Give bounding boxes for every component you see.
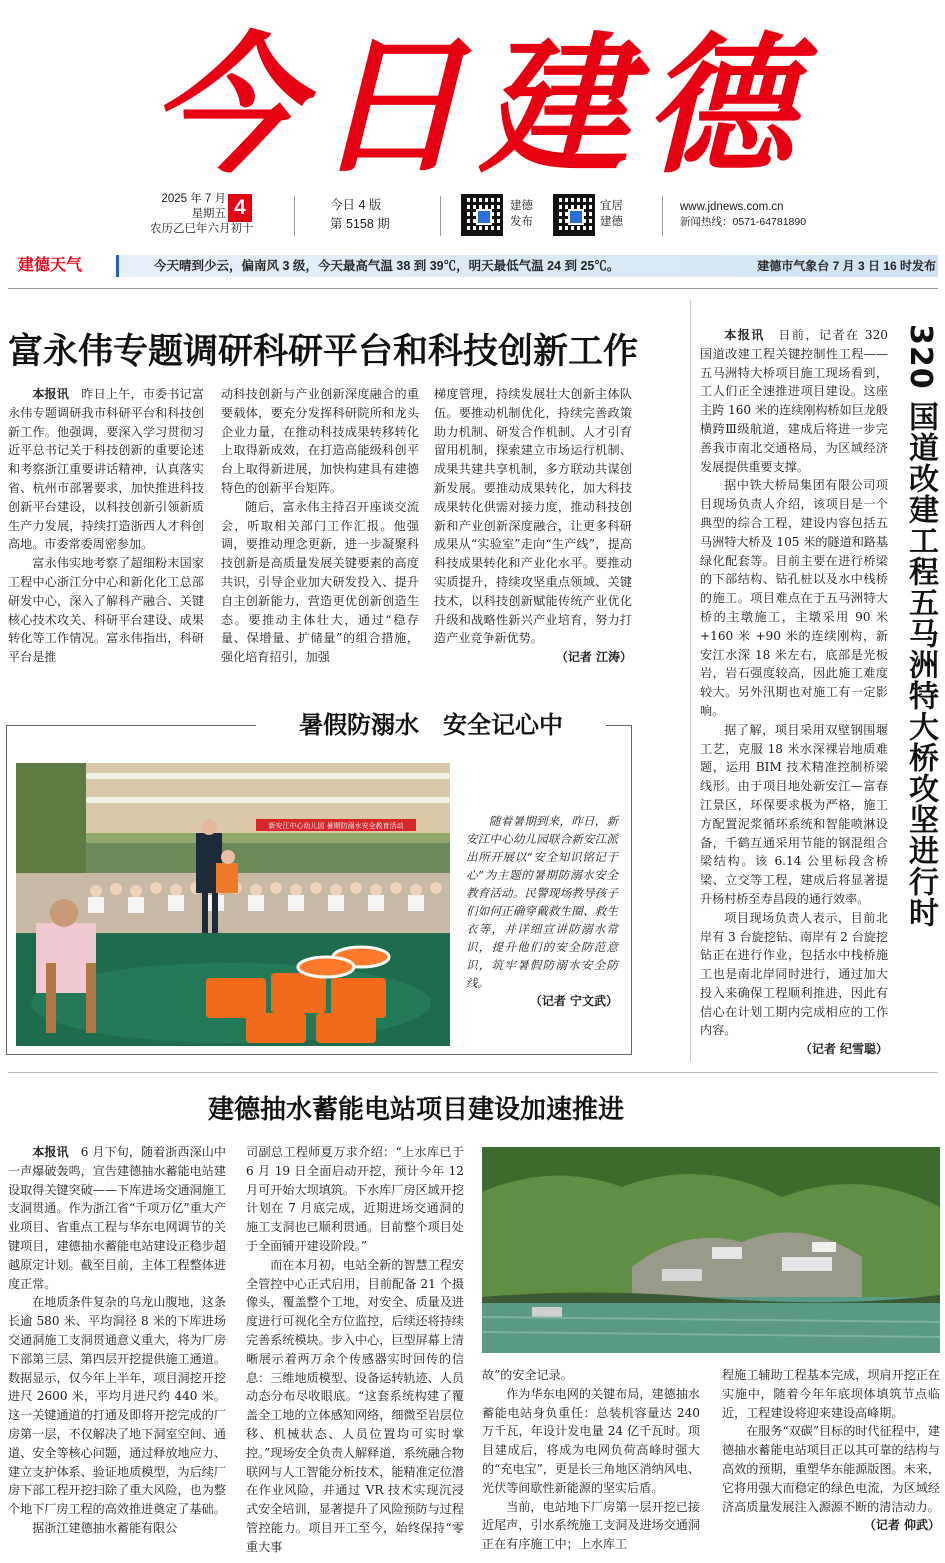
divider — [8, 1072, 938, 1073]
weather-label: 建德天气 — [18, 257, 83, 274]
paragraph: 富永伟实地考察了超细粉末国家工程中心浙江分中心和新化化工总部研发中心，深入了解科产融合、关键核心技术攻关、科研平台建设、成果转化等工作情况。富永伟指出，科研平台是推 — [8, 556, 204, 665]
paragraph: 当前，电站地下厂房第一层开挖已接近尾声，引水系统施工支洞及进场交通洞正在有序施工中；上水库工 — [482, 1499, 700, 1552]
qr-code-icon[interactable] — [553, 194, 595, 236]
paragraph: 梯度管理，持续发展壮大创新主体队伍。要推动机制优化，持续完善政策助力机制、研发合作机制、人才引育留用机制，探索建立市场运行机制、成果共建共享机制，多方联动共谋创新发展。要推动成果转化，加大科技成果转化供需对接力度，推动科技创新和产业创新深度融合，让更多科研成果从“实验室”走向“生产线”，提高科技成果转化和产业化水平。要推动实质提升，持续攻坚重点领域、关键技术，以科技创新赋能传统产业优化升级和战略性新兴产业培育，努力打造产业竞争新优势。 — [434, 387, 632, 646]
article2-body — [700, 326, 888, 1059]
qr-label-line: 宜居 — [600, 200, 623, 212]
article1-column-2 — [221, 385, 419, 667]
paragraph: 作为华东电网的关键布局，建德抽水蓄能电站身负重任：总装机容量达 240 万千瓦，年设计发电量 24 亿千瓦时。项目建成后，将成为电网负荷高峰时强大的“充电宝”，更是长三角地区消纳风电、光伏等间歇性新能源的坚实后盾。 — [482, 1386, 700, 1495]
paragraph: 随后，富永伟主持召开座谈交流会，听取相关部门工作汇报。他强调，要推动理念更新，进一步凝聚科技创新是高质量发展关键要素的高度共识，引导企业加大研发投入、提升自主创新能力，营造更优创新创造生态。要推动主体壮大，通过“稳存量、保增量、扩储量”的组合措施，强化培育招引，加强 — [221, 499, 419, 665]
qr-label-line: 建德 — [600, 216, 623, 228]
paragraph: 据中铁大桥局集团有限公司项目现场负责人介绍，该项目是一个典型的综合工程，建设内容包括五马洲特大桥及 105 米的隧道和路基绿化配套等。目前主要在进行桥梁的下部结构、钻孔桩以及水中栈桥的施工。项目难点在于五马洲特大桥的主墩施工，主墩采用 90 米 +160 米 +90 米的连续刚构，新安江水深 18 米左右，底部是光板岩，岩石强度较高，因此施工难度较大。另外汛期也对施工有一定影响。 — [700, 478, 888, 718]
paragraph: 司副总工程师夏万求介绍：“上水库已于 6 月 19 日全面启动开挖，预计今年 12 月可开始大坝填筑。下水库厂房区域开挖计划在 7 月底完成，近期进场交通洞的施工支洞也已顺利贯通。目前整个项目处于全面铺开建设阶段。” — [246, 1145, 464, 1253]
news-tag: 本报讯 — [724, 328, 765, 342]
byline: （记者 宁文武） — [529, 994, 618, 1008]
info-bar — [0, 192, 945, 242]
paragraph: 程施工辅助工程基本完成，坝肩开挖正在实施中，随着今年年底坝体填筑节点临近，工程建设将迎来建设高峰期。 — [722, 1368, 940, 1420]
qr-label-line: 发布 — [510, 216, 533, 228]
qr-label-livable-jiande — [600, 198, 623, 230]
website-link[interactable]: www.jdnews.com.cn — [680, 201, 784, 213]
divider — [690, 300, 691, 1062]
edition-info — [330, 196, 390, 234]
paragraph: 昨日上午，市委书记富永伟专题调研我市科研平台和科技创新工作。他强调，要深入学习贯彻习近平总书记关于科技创新的重要论述和考察浙江重要讲话精神，认真落实省、杭州市部署要求，加快推进科技创新平台建设，以科技创新引领新质生产力发展，持续打造浙西人才科创高地。市委常委周密参加。 — [8, 387, 204, 552]
byline: （记者 纪雪聪） — [799, 1042, 888, 1057]
qr-label-line: 建德 — [510, 200, 533, 212]
paragraph: 据了解，项目采用双壁钢围堰工艺，克服 18 米水深裸岩地质难题，运用 BIM 技术精准控制桥梁线形。由于项目地处新安江—富春江景区，环保要求极为严格，施工方配置泥浆循环系统和智能喷淋设备，千鹤互通采用节能的钢混组合梁结构。该 6.14 公里标段含桥梁、立交等工程，建成后将显著提升杨村桥至寿昌段的通行效率。 — [700, 722, 888, 906]
divider — [662, 196, 663, 236]
photo-illustration — [16, 763, 450, 1046]
masthead-char: 日 — [314, 18, 461, 194]
divider — [440, 196, 441, 236]
headline-swim-safety: 暑假防溺水 安全记心中 — [256, 706, 606, 744]
date-weekday: 星期五 — [191, 208, 226, 220]
edition-pages: 今日 4 版 — [330, 198, 382, 212]
weather-source: 建德市气象台 7 月 3 日 16 时发布 — [757, 259, 936, 273]
article1-column-3 — [434, 385, 632, 667]
qr-code-icon[interactable] — [461, 194, 503, 236]
masthead-char: 建 — [479, 18, 626, 194]
photo-banner-text: 新安江中心幼儿园 暑期防溺水安全教育活动 — [268, 822, 404, 830]
paragraph: 而在本月初，电站全新的智慧工程安全管控中心正式启用，目前配备 21 个摄像头，覆盖整个工地，对安全、质量及进度进行可视化全方位监控，后续还将持续完善系统模块。步入中心，巨型屏幕上清晰展示着两万余个传感器实时回传的信息：三维地质模型、设备运转轨迹、人员动态分布尽收眼底。“这套系统构建了覆盖全工地的立体感知网络，细微至岩层位移、机械状态、人员位置均可实时掌控。”现场安全负责人解释道，系统融合物联网与人工智能分析技术，能精准定位潜在作业风险，并通过 VR 技术实现沉浸式安全培训，显著提升了风险预防与过程管控能力。项目开工至今，始终保持“零重大事 — [246, 1257, 464, 1554]
weather-forecast: 今天晴到少云，偏南风 3 级，今天最高气温 38 到 39℃，明天最低气温 24 到 25℃。 — [154, 259, 620, 273]
divider — [294, 196, 295, 236]
paragraph: 在服务“双碳”目标的时代征程中，建德抽水蓄能电站项目正以其可靠的结构与高效的预期，重塑华东能源版图。未来，它将用强大而稳定的绿色电流，为区域经济高质量发展注入源源不断的清洁动力。 — [722, 1424, 940, 1514]
photo-caption — [466, 812, 618, 1010]
headline-research-platform: 富永伟专题调研科研平台和科技创新工作 — [8, 332, 639, 372]
photo-illustration — [482, 1147, 940, 1353]
headline-pumped-storage: 建德抽水蓄能电站项目建设加速推进 — [208, 1095, 625, 1125]
site-info — [680, 200, 806, 230]
masthead-title — [150, 18, 790, 194]
byline: （记者 仰武） — [863, 1518, 940, 1533]
article4-column-1 — [8, 1143, 226, 1538]
paragraph: 在地质条件复杂的乌龙山腹地，这条长逾 580 米、平均洞径 8 米的下库进场交通洞施工支洞贯通意义重大，将为厂房下部第三层、第四层开挖提供施工通道。数据显示，仅今年上半年，项目洞挖开挖进尺 2600 米，平均月进尺约 440 米。这一关键通道的打通及即将开挖完成的厂房第一层，不仅解决了地下洞室空间、通道、安全等核心问题，通过释放地应力、建立支护体系、验证地质模型，为后续厂房下部工程开挖扫除了重大风险，也为整个地下厂房工程的高效推进奠定了基础。 — [8, 1295, 226, 1517]
qr-label-jiande-release — [510, 198, 533, 230]
paragraph: 项目现场负责人表示，目前北岸有 3 台旋挖钻、南岸有 2 台旋挖钻正在进行作业，包括水中栈桥施工也是南北岸同时进行，通过加大投入来确保工程顺利推进，因此有信心在计划工期内完成相应的工作内容。 — [700, 910, 888, 1038]
news-hotline: 新闻热线：0571-64781890 — [680, 216, 807, 228]
masthead-char: 德 — [643, 18, 790, 194]
caption-text: 随着暑期到来，昨日，新安江中心幼儿园联合新安江派出所开展以“安全知识铭记于心”为主题的暑期防溺水安全教育活动。民警现场教导孩子们如何正确穿戴救生圈、救生衣等，并详细宣讲防溺水常识，提升他们的安全防范意识，筑牢暑假防溺水安全防线。 — [466, 814, 618, 990]
paragraph: 6 月下旬，随着浙西深山中一声爆破轰鸣，宣告建德抽水蓄能电站建设取得关键突破——下库进场交通洞施工支洞贯通。作为浙江省“千项万亿”重大产业项目、省重点工程与华东电网调节的关键项目，建德抽水蓄能电站建设正稳步超越原定计划。截至目前，主体工程整体进度正常。 — [8, 1145, 226, 1291]
date-lunar: 农历乙巳年六月初十 — [150, 223, 254, 235]
masthead-char: 今 — [150, 18, 297, 194]
paragraph: 日前，记者在 320 国道改建工程关键控制性工程——五马洲特大桥项目施工现场看到，工人们正全速推进项目建设。这座主跨 160 米的连续刚构桥如巨龙般横跨Ⅲ级航道，建成后将进一步完善我市南北交通格局，为区域经济发展提供重要支撑。 — [700, 328, 888, 474]
news-tag: 本报讯 — [32, 387, 70, 401]
byline: （记者 江涛） — [555, 650, 632, 665]
date-year-month: 2025 年 7 月 — [161, 193, 226, 205]
article4-column-4 — [722, 1366, 940, 1535]
weather-bar — [8, 254, 938, 278]
article4-column-2 — [246, 1143, 464, 1557]
article4-column-3 — [482, 1366, 700, 1554]
day-number-badge: 4 — [228, 194, 252, 222]
paragraph: 动科技创新与产业创新深度融合的重要载体，要充分发挥科研院所和龙头企业力量，在推动科技成果转移转化上取得新成效，在打造高能级科创平台上取得新进展，加快构建具有建德特色的创新平台矩阵。 — [221, 387, 419, 495]
edition-issue: 第 5158 期 — [330, 217, 390, 231]
paragraph: 据浙江建德抽水蓄能有限公 — [32, 1520, 178, 1535]
divider — [8, 288, 938, 289]
article1-column-1 — [8, 385, 204, 667]
photo-pumped-storage-site — [482, 1147, 940, 1353]
photo-kindergarten-drowning-safety — [16, 763, 450, 1046]
paragraph: 故”的安全记录。 — [482, 1368, 573, 1382]
headline-bridge-project: 320 国道改建工程五马洲特大桥攻坚进行时 — [903, 324, 938, 929]
news-tag: 本报讯 — [32, 1145, 69, 1159]
